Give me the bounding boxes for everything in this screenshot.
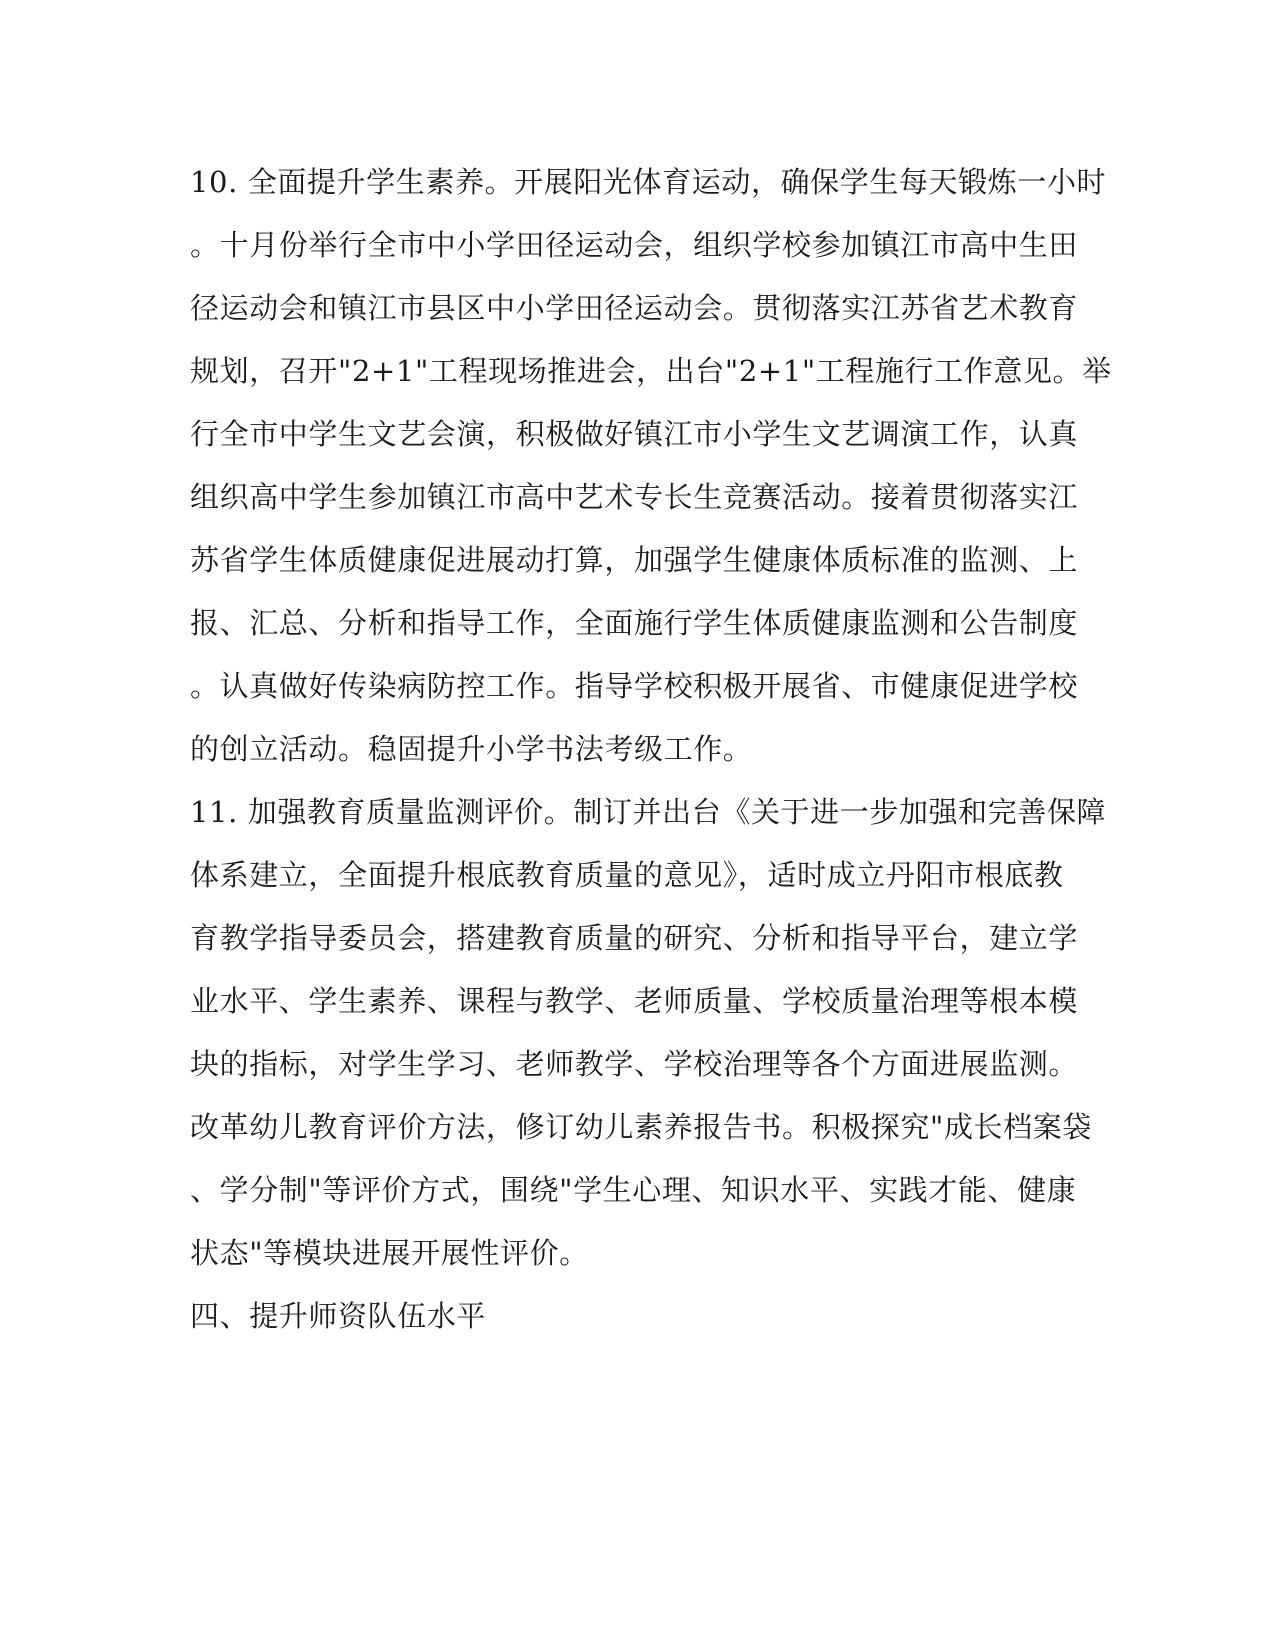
text-line: 径运动会和镇江市县区中小学田径运动会。贯彻落实江苏省艺术教育 — [190, 291, 1079, 325]
text-line: 业水平、学生素养、课程与教学、老师质量、学校质量治理等根本模 — [190, 984, 1079, 1018]
text-line: 体系建立，全面提升根底教育质量的意见》，适时成立丹阳市根底教 — [190, 858, 1064, 892]
text-line: 。十月份举行全市中小学田径运动会，组织学校参加镇江市高中生田 — [190, 228, 1079, 262]
section-heading: 四、提升师资队伍水平 — [190, 1299, 487, 1333]
text-line: 状态"等模块进展开展性评价。 — [190, 1236, 589, 1270]
text-line: 组织高中学生参加镇江市高中艺术专长生竞赛活动。接着贯彻落实江 — [190, 480, 1079, 514]
text-line: 改革幼儿教育评价方法，修订幼儿素养报告书。积极探究"成长档案袋 — [190, 1110, 1092, 1144]
text-line: 11. 加强教育质量监测评价。制订并出台《关于进一步加强和完善保障 — [190, 795, 1107, 829]
text-line: 10. 全面提升学生素养。开展阳光体育运动，确保学生每天锻炼一小时 — [190, 165, 1107, 199]
text-line: 规划，召开"2+1"工程现场推进会，出台"2+1"工程施行工作意见。举 — [190, 354, 1112, 388]
text-line: 。认真做好传染病防控工作。指导学校积极开展省、市健康促进学校 — [190, 669, 1079, 703]
text-line: 的创立活动。稳固提升小学书法考级工作。 — [190, 732, 753, 766]
text-line: 报、汇总、分析和指导工作，全面施行学生体质健康监测和公告制度 — [190, 606, 1079, 640]
text-line: 苏省学生体质健康促进展动打算，加强学生健康体质标准的监测、上 — [190, 543, 1079, 577]
text-line: 育教学指导委员会，搭建教育质量的研究、分析和指导平台，建立学 — [190, 921, 1079, 955]
text-line: 行全市中学生文艺会演，积极做好镇江市小学生文艺调演工作，认真 — [190, 417, 1079, 451]
text-line: 块的指标，对学生学习、老师教学、学校治理等各个方面进展监测。 — [190, 1047, 1079, 1081]
text-line: 、学分制"等评价方式，围绕"学生心理、知识水平、实践才能、健康 — [190, 1173, 1077, 1207]
